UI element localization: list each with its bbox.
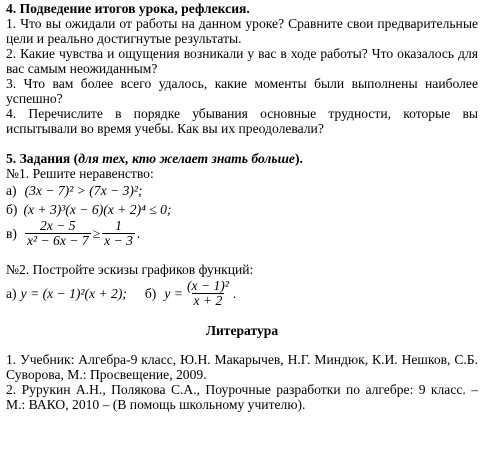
task-1c-relation: ≥ (92, 226, 101, 241)
task-1c-end: . (136, 226, 141, 241)
task-1c-left-fraction (25, 219, 91, 248)
section-5-title-main: 5. Задания ( (6, 151, 79, 166)
task-2a-label: а) (6, 286, 17, 301)
task-1c-right-fraction (102, 219, 135, 248)
section-4-title: 4. Подведение итогов урока, рефлексия. (6, 1, 250, 16)
task-1a-label: а) (6, 183, 17, 198)
spacer (6, 308, 478, 323)
task-2b-label: б) (144, 286, 157, 301)
task-1b (6, 202, 478, 217)
literature-item-1: 1. Учебник: Алгебра-9 класс, Ю.Н. Макарычев, Н.Г. Миндюк, К.И. Нешков, С.Б. Суворова, М.: Просвещение, 2009. (6, 352, 478, 382)
task-1c (6, 219, 478, 248)
task-1c-right-numerator: 1 (115, 218, 122, 233)
section-5-title-note: для тех, кто желает знать больше (78, 151, 295, 166)
reflection-question-1: 1. Что вы ожидали от работы на данном уроке? Сравните свои предварительные цели и реально достигнутые результаты. (6, 16, 478, 46)
task-1a-expression: (3x − 7)² > (7x − 3)²; (24, 183, 143, 198)
task-1b-label: б) (6, 202, 18, 217)
reflection-question-2: 2. Какие чувства и ощущения возникали у вас в ходе работы? Что оказалось для вас самым неожиданным? (6, 46, 478, 76)
section-5-title-end: ). (294, 151, 303, 166)
task-2b-lhs: y = (164, 286, 183, 301)
task-2b-fraction (185, 279, 231, 308)
literature-title: Литература (205, 323, 279, 338)
spacer (6, 338, 478, 352)
spacer (6, 248, 478, 262)
document-page (6, 1, 478, 412)
task-2-functions (6, 279, 478, 308)
task-2a-expression: y = (x − 1)²(x + 2); (20, 286, 127, 301)
reflection-question-4: 4. Перечислите в порядке убывания основные трудности, которые вы испытывали во время учебы. Как вы их преодолевали? (6, 106, 478, 136)
task-1a (6, 183, 478, 198)
task-1b-expression: (x + 3)³(x − 6)(x + 2)⁴ ≤ 0; (23, 202, 172, 217)
task-1c-left-denominator: x² − 6x − 7 (26, 233, 89, 248)
task-2b-end: . (232, 286, 237, 301)
literature-item-2: 2. Рурукин А.Н., Полякова С.А., Поурочные разработки по алгебре: 9 класс. – М.: ВАКО, 2010 – (В помощь школьному учителю). (6, 382, 478, 412)
task-2-heading: №2. Постройте эскизы графиков функций: (6, 262, 254, 277)
reflection-question-3: 3. Что вам более всего удалось, какие моменты были выполнены наиболее успешно? (6, 76, 478, 106)
section-5-title (6, 151, 478, 166)
task-1c-right-denominator: x − 3 (104, 233, 133, 248)
task-1-heading: №1. Решите неравенство: (6, 166, 154, 181)
spacer (6, 136, 478, 151)
task-2b-numerator: (x − 1)² (186, 278, 229, 293)
task-1c-label: в) (6, 226, 17, 241)
task-1c-left-numerator: 2x − 5 (39, 218, 76, 233)
task-2b-denominator: x + 2 (193, 293, 223, 308)
